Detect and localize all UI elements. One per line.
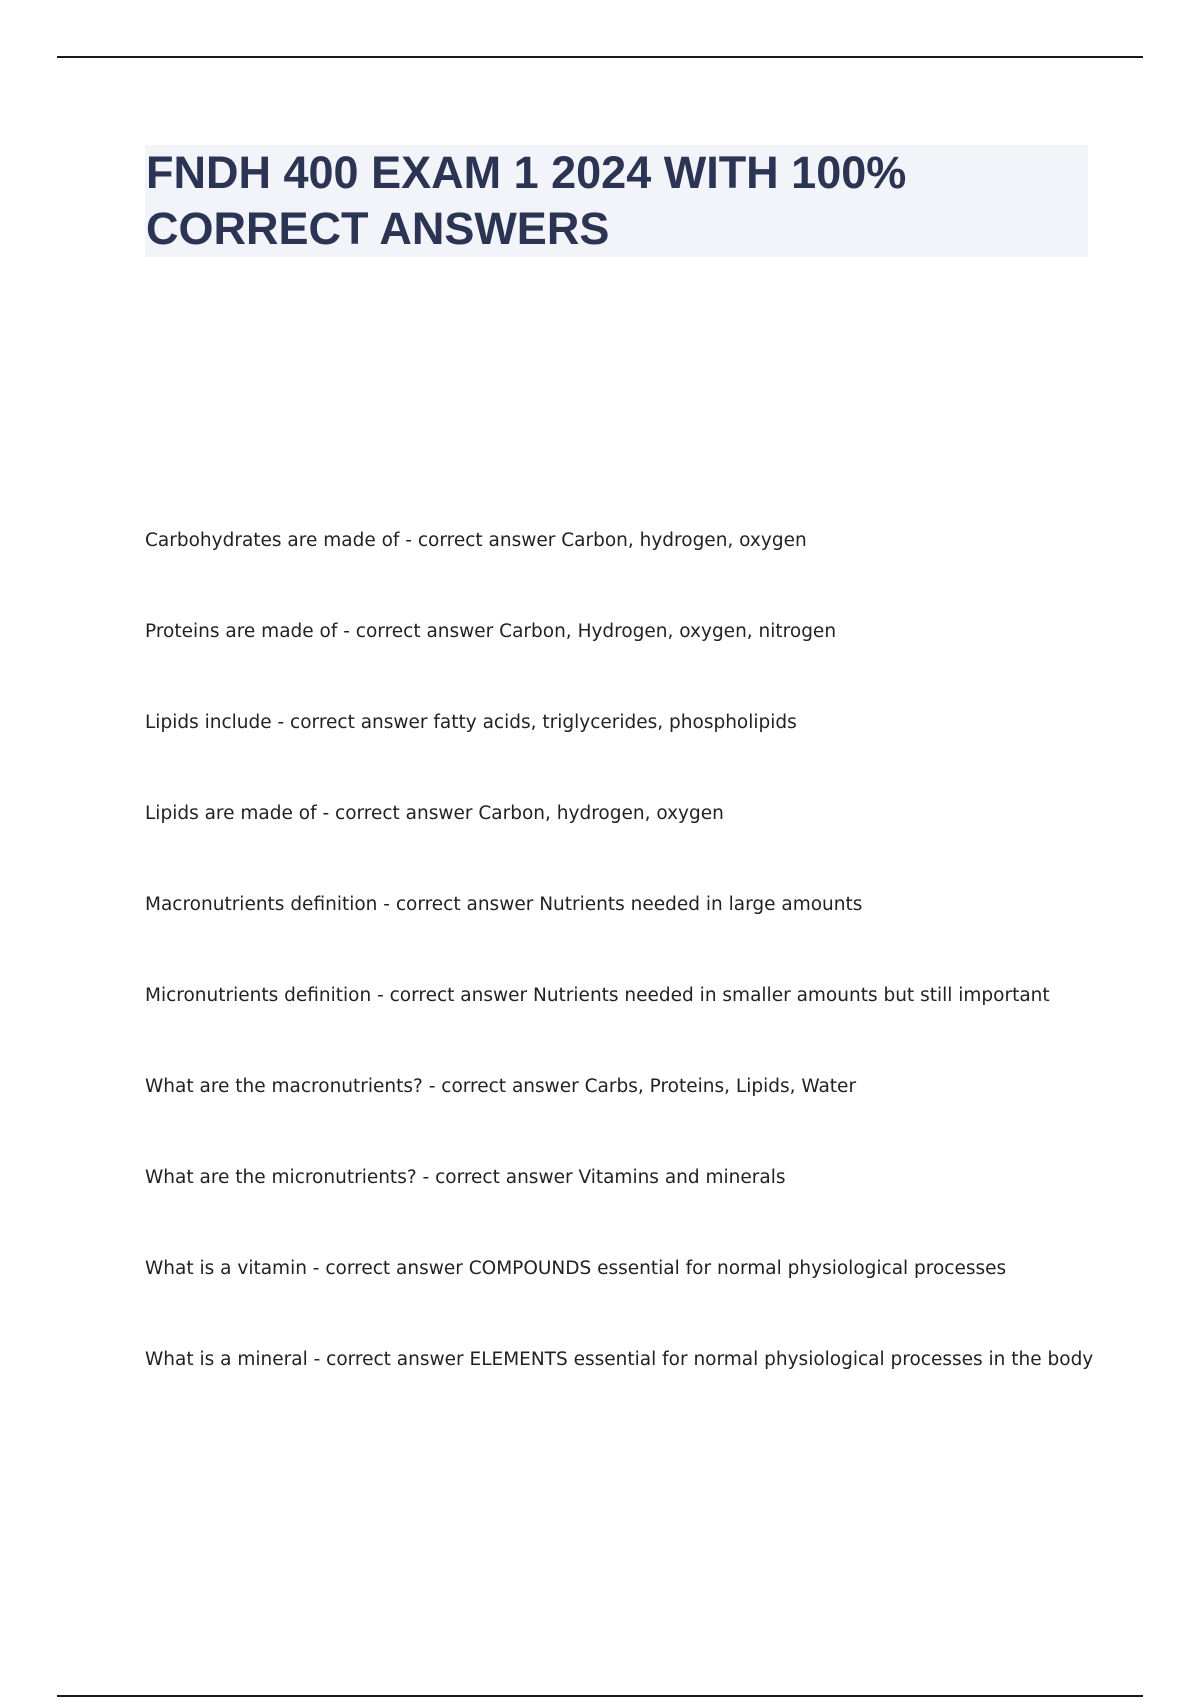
title-block <box>145 145 1088 257</box>
qa-item: What are the macronutrients? - correct answer Carbs, Proteins, Lipids, Water <box>145 1076 857 1097</box>
footer-rule <box>57 1695 1143 1697</box>
title-line-2: CORRECT ANSWERS <box>146 203 610 254</box>
qa-item: Proteins are made of - correct answer Carbon, Hydrogen, oxygen, nitrogen <box>145 621 837 642</box>
document-title <box>145 145 1088 257</box>
qa-item: Micronutrients definition - correct answer Nutrients needed in smaller amounts but still important <box>145 985 1050 1006</box>
title-line-1: FNDH 400 EXAM 1 2024 WITH 100% <box>146 147 907 198</box>
qa-list <box>145 526 1105 1436</box>
qa-item: What is a mineral - correct answer ELEMENTS essential for normal physiological processes in the body <box>145 1349 1094 1370</box>
qa-item: What are the micronutrients? - correct answer Vitamins and minerals <box>145 1167 786 1188</box>
qa-item: What is a vitamin - correct answer COMPOUNDS essential for normal physiological processes <box>145 1258 1007 1279</box>
qa-item: Macronutrients definition - correct answer Nutrients needed in large amounts <box>145 894 863 915</box>
qa-item: Lipids are made of - correct answer Carbon, hydrogen, oxygen <box>145 803 724 824</box>
qa-item: Lipids include - correct answer fatty acids, triglycerides, phospholipids <box>145 712 797 733</box>
header-rule <box>57 56 1143 58</box>
qa-item: Carbohydrates are made of - correct answer Carbon, hydrogen, oxygen <box>145 530 807 551</box>
